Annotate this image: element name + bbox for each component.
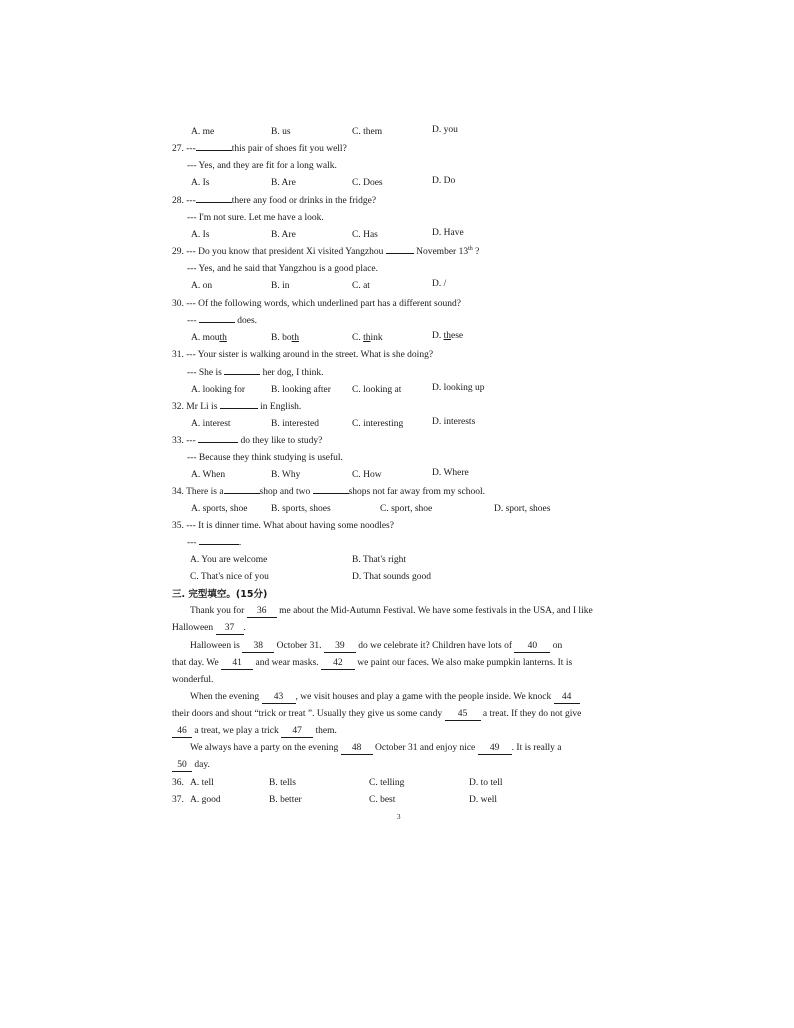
q35-options-row2 (0, 573, 794, 587)
q33-option-c[interactable]: C. How (352, 470, 382, 480)
q35-option-d[interactable]: D. That sounds good (352, 572, 431, 582)
q34-stem: 34. There is a shop and two shops not far away from my school. (172, 487, 485, 497)
q30-options (0, 331, 794, 348)
q32-option-c[interactable]: C. interesting (352, 419, 404, 429)
q34-options (0, 505, 794, 519)
passage-line-5: wonderful. (172, 675, 214, 685)
passage-line-3: Halloween is 38 October 31. 39 do we celebrate it? Children have lots of 40 on (190, 641, 563, 651)
q29-option-a[interactable]: A. on (191, 281, 213, 291)
q34-blank-2[interactable] (313, 493, 349, 494)
q26-option-a[interactable]: A. me (191, 127, 215, 137)
q31-option-d[interactable]: D. looking up (432, 383, 485, 393)
q32-option-a[interactable]: A. interest (191, 419, 231, 429)
section-heading (0, 590, 794, 604)
q31-reply: --- She is her dog, I think. (187, 368, 324, 378)
passage-line-4: that day. We 41 and wear masks. 42 we paint our faces. We also make pumpkin lanterns. It is (172, 658, 573, 668)
q36-option-a[interactable]: A. tell (190, 778, 214, 788)
q27-option-b[interactable]: B. Are (271, 178, 296, 188)
q35-option-b[interactable]: B. That's right (352, 555, 407, 565)
q35-options-row1 (0, 556, 794, 570)
blank-48[interactable]: 48 (341, 744, 373, 755)
q37-option-b[interactable]: B. better (269, 795, 302, 805)
q34-option-c[interactable]: C. sport, shoe (380, 504, 433, 514)
q37-option-a[interactable]: A. good (190, 795, 221, 805)
q30-stem: 30. --- Of the following words, which underlined part has a different sound? (172, 299, 461, 309)
q29-options (0, 279, 794, 296)
q31-stem: 31. --- Your sister is walking around in the street. What is she doing? (172, 350, 434, 360)
q30-option-c[interactable]: C. think (352, 333, 383, 343)
q37-option-c[interactable]: C. best (369, 795, 396, 805)
q35-blank[interactable] (199, 544, 239, 545)
q30-option-a[interactable]: A. mouth (191, 333, 227, 343)
q37-options: 37. A. good B. better C. best D. well (172, 795, 497, 805)
q26-option-c[interactable]: C. them (352, 127, 383, 137)
q33-options (0, 468, 794, 485)
q28-option-b[interactable]: B. Are (271, 230, 296, 240)
blank-42[interactable]: 42 (321, 659, 355, 670)
q29-option-c[interactable]: C. at (352, 281, 370, 291)
q33-option-a[interactable]: A. When (191, 470, 226, 480)
q29-option-d[interactable]: D. / (432, 279, 447, 289)
blank-36[interactable]: 36 (247, 607, 277, 618)
blank-44[interactable]: 44 (554, 693, 580, 704)
blank-45[interactable]: 45 (445, 710, 481, 721)
page-number: 3 (397, 813, 401, 821)
q32-options (0, 417, 794, 434)
q27-option-a[interactable]: A. Is (191, 178, 210, 188)
blank-41[interactable]: 41 (221, 659, 253, 670)
passage-line-1: Thank you for 36 me about the Mid-Autumn Festival. We have some festivals in the USA, and I like (190, 606, 593, 616)
q29-blank[interactable] (386, 253, 414, 254)
section-title: 三. 完型填空。(15分) (172, 589, 268, 600)
q33-option-d[interactable]: D. Where (432, 468, 469, 478)
q29-option-b[interactable]: B. in (271, 281, 290, 291)
blank-40[interactable]: 40 (514, 642, 550, 653)
passage-line-9: We always have a party on the evening 48 October 31 and enjoy nice 49 . It is really a (190, 743, 562, 753)
q29-reply: --- Yes, and he said that Yangzhou is a good place. (187, 264, 379, 274)
q28-option-c[interactable]: C. Has (352, 230, 378, 240)
q30-reply: --- does. (187, 316, 258, 326)
q30-blank[interactable] (199, 322, 235, 323)
q34-blank-1[interactable] (224, 493, 260, 494)
q27-options (0, 176, 794, 193)
passage-line-10: 50 day. (0, 761, 794, 775)
q32-option-b[interactable]: B. interested (271, 419, 320, 429)
q28-stem: 28. --- there any food or drinks in the fridge? (172, 196, 377, 206)
q26-options (0, 125, 794, 142)
passage-line-7: their doors and shout “trick or treat ”. Usually they give us some candy 45 a treat. If they do not give (172, 709, 582, 719)
q31-option-a[interactable]: A. looking for (191, 385, 246, 395)
q26-option-d[interactable]: D. you (432, 125, 458, 135)
passage-line-6: When the evening 43 , we visit houses and play a game with the people inside. We knock 44 (0, 693, 794, 707)
q27-reply: --- Yes, and they are fit for a long walk. (187, 161, 337, 171)
q34-option-b[interactable]: B. sports, shoes (271, 504, 331, 514)
q31-option-b[interactable]: B. looking after (271, 385, 331, 395)
blank-37[interactable]: 37 (216, 624, 244, 635)
blank-47[interactable]: 47 (281, 727, 313, 738)
q26-option-b[interactable]: B. us (271, 127, 291, 137)
q28-blank[interactable] (196, 202, 232, 203)
passage-line-8: 46 a treat, we play a trick 47 them. (0, 727, 794, 741)
q35-stem: 35. --- It is dinner time. What about having some noodles? (172, 521, 394, 531)
q34-option-d[interactable]: D. sport, shoes (494, 504, 551, 514)
q29-stem: 29. --- Do you know that president Xi visited Yangzhou November 13th ? (172, 245, 480, 257)
q33-option-b[interactable]: B. Why (271, 470, 301, 480)
q32-option-d[interactable]: D. interests (432, 417, 476, 427)
q36-option-b[interactable]: B. tells (269, 778, 296, 788)
q31-options (0, 383, 794, 400)
blank-39[interactable]: 39 (324, 642, 356, 653)
q27-blank[interactable] (196, 150, 232, 151)
q33-blank[interactable] (198, 442, 238, 443)
blank-43[interactable]: 43 (262, 693, 296, 704)
passage-line-2: Halloween 37 . (172, 623, 246, 633)
q33-stem: 33. --- do they like to study? (172, 436, 323, 446)
q30-option-d[interactable]: D. these (432, 331, 464, 341)
q36-option-d[interactable]: D. to tell (469, 778, 503, 788)
q35-reply: --- . (187, 538, 242, 548)
q37-option-d[interactable]: D. well (469, 795, 497, 805)
q36-option-c[interactable]: C. telling (369, 778, 405, 788)
blank-50[interactable]: 50 (172, 761, 192, 772)
q33-reply: --- Because they think studying is useful. (187, 453, 343, 463)
q28-option-a[interactable]: A. Is (191, 230, 210, 240)
q31-option-c[interactable]: C. looking at (352, 385, 402, 395)
blank-49[interactable]: 49 (478, 744, 512, 755)
q28-reply: --- I'm not sure. Let me have a look. (187, 213, 324, 223)
q36-options: 36. A. tell B. tells C. telling D. to tell (172, 778, 503, 788)
q28-options (0, 228, 794, 245)
q27-option-d[interactable]: D. Do (432, 176, 456, 186)
q35-option-a[interactable]: A. You are welcome (190, 555, 268, 565)
q31-blank[interactable] (224, 374, 260, 375)
q30-option-b[interactable]: B. both (271, 333, 299, 343)
blank-46[interactable]: 46 (172, 727, 192, 738)
q35-option-c[interactable]: C. That's nice of you (190, 572, 269, 582)
q32-stem: 32. Mr Li is in English. (172, 402, 302, 412)
q34-option-a[interactable]: A. sports, shoe (191, 504, 248, 514)
q28-option-d[interactable]: D. Have (432, 228, 464, 238)
q27-stem: 27. --- this pair of shoes fit you well? (172, 144, 347, 154)
q27-option-c[interactable]: C. Does (352, 178, 383, 188)
q32-blank[interactable] (220, 408, 258, 409)
blank-38[interactable]: 38 (242, 642, 274, 653)
